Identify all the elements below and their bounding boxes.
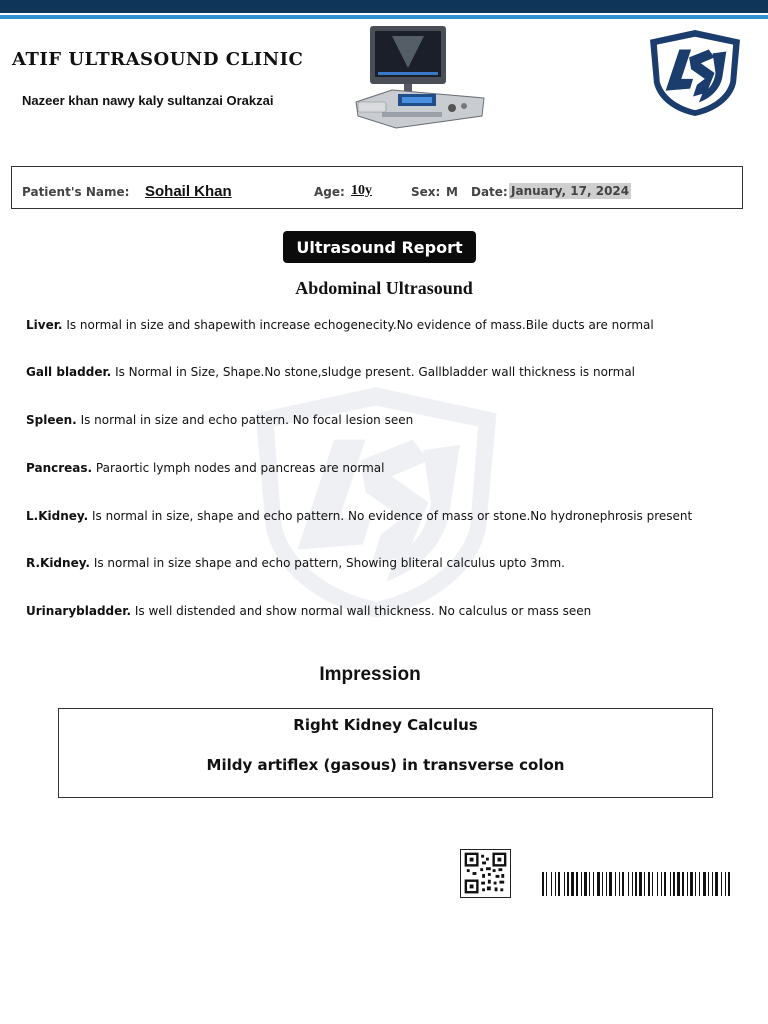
clinic-address: Nazeer khan nawy kaly sultanzai Orakzai	[22, 93, 274, 108]
finding-spleen	[26, 413, 746, 427]
finding-pancreas	[26, 461, 746, 475]
sex-label: Sex:	[411, 185, 441, 199]
report-subtitle: Abdominal Ultrasound	[295, 278, 473, 298]
report-type-badge: Ultrasound Report	[283, 231, 476, 263]
impression-line: Right Kidney Calculus	[293, 716, 478, 734]
finding-organ: L.Kidney.	[26, 509, 89, 523]
top-banner-bar	[0, 0, 768, 13]
finding-left-kidney	[26, 509, 746, 523]
finding-right-kidney	[26, 556, 746, 570]
finding-gall-bladder	[26, 365, 746, 379]
impression-heading: Impression	[319, 664, 421, 685]
patient-name: Sohail Khan	[145, 183, 232, 200]
finding-liver	[26, 318, 746, 332]
clinic-name: ATIF ULTRASOUND CLINIC	[12, 49, 304, 70]
ultrasound-machine-icon	[352, 24, 488, 136]
finding-text: Is Normal in Size, Shape.No stone,sludge present. Gallbladder wall thickness is normal	[115, 365, 636, 379]
patient-age: 10y	[351, 183, 372, 198]
finding-organ: Urinarybladder.	[26, 604, 132, 618]
finding-organ: Liver.	[26, 318, 63, 332]
qr-code-icon	[460, 849, 511, 898]
patient-info-box	[11, 166, 743, 209]
report-date: January, 17, 2024	[511, 184, 630, 198]
finding-text: Is normal in size and echo pattern. No focal lesion seen	[80, 413, 414, 427]
finding-text: Paraortic lymph nodes and pancreas are normal	[95, 461, 385, 475]
finding-organ: Gall bladder.	[26, 365, 112, 379]
patient-sex: M	[446, 185, 458, 199]
finding-organ: R.Kidney.	[26, 556, 90, 570]
impression-line: Mildy artiflex (gasous) in transverse colon	[206, 756, 565, 774]
patient-name-label: Patient's Name:	[22, 185, 130, 199]
barcode-icon	[542, 872, 730, 896]
finding-text: Is normal in size shape and echo pattern, Showing bliteral calculus upto 3mm.	[93, 556, 565, 570]
finding-urinary-bladder	[26, 604, 746, 618]
finding-organ: Pancreas.	[26, 461, 93, 475]
finding-organ: Spleen.	[26, 413, 77, 427]
impression-box	[58, 708, 713, 798]
finding-text: Is normal in size, shape and echo pattern. No evidence of mass or stone.No hydronephrosis present	[92, 509, 693, 523]
age-label: Age:	[314, 185, 345, 199]
finding-text: Is well distended and show normal wall thickness. No calculus or mass seen	[134, 604, 592, 618]
date-label: Date:	[471, 185, 508, 199]
top-accent-line	[0, 15, 768, 19]
clinic-shield-logo	[646, 28, 744, 118]
finding-text: Is normal in size and shapewith increase echogenecity.No evidence of mass.Bile ducts are normal	[66, 318, 654, 332]
